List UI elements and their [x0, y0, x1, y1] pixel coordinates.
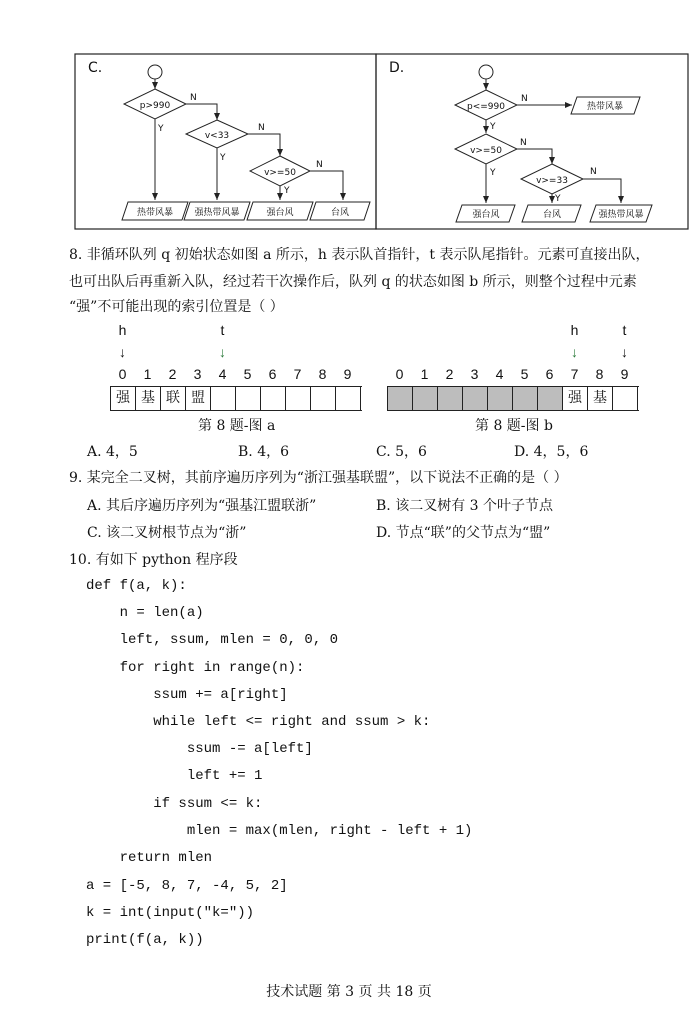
index-label: 7 — [570, 366, 579, 382]
q8-line-1: 8. 非循环队列 q 初始状态如图 a 所示，h 表示队首指针，t 表示队尾指针。元素可直接出队， — [69, 247, 650, 263]
queue-cell-shaded — [438, 387, 463, 410]
q8-option-a: A. 4，5 — [87, 444, 138, 460]
index-label: 4 — [218, 366, 227, 382]
head-pointer-label: h — [118, 322, 127, 338]
q9-option-c: C. 该二叉树根节点为“浙” — [87, 525, 247, 541]
code-line: left += 1 — [86, 768, 263, 784]
code-line: ssum += a[right] — [86, 687, 288, 703]
svg-text:Y: Y — [284, 186, 290, 196]
index-label: 1 — [143, 366, 152, 382]
index-label: 8 — [595, 366, 604, 382]
queue-cell — [236, 387, 261, 410]
flow-d-label: D. — [389, 60, 405, 76]
tail-pointer-label: t — [622, 322, 627, 338]
flowchart-c — [88, 60, 370, 220]
code-line: return mlen — [86, 850, 213, 866]
queue-cell: 联 — [161, 387, 186, 410]
index-label: 0 — [395, 366, 404, 382]
queue-cell: 基 — [588, 387, 613, 410]
code-line: print(f(a, k)) — [86, 932, 204, 948]
index-label: 1 — [420, 366, 429, 382]
svg-text:台风: 台风 — [330, 208, 350, 218]
svg-text:强台风: 强台风 — [266, 208, 294, 218]
queue-cell-shaded — [463, 387, 488, 410]
index-label: 3 — [470, 366, 479, 382]
q8-line-2: 也可出队后再重新入队，经过若干次操作后，队列 q 的状态如图 b 所示，则整个过程中元素 — [69, 274, 637, 290]
svg-text:N: N — [521, 94, 528, 104]
svg-text:Y: Y — [490, 122, 496, 132]
code-line: n = len(a) — [86, 605, 204, 621]
head-arrow-icon: ↓ — [571, 344, 578, 360]
flowchart-panel — [0, 0, 698, 240]
q8-option-b: B. 4，6 — [238, 444, 290, 460]
flowchart-d — [389, 60, 652, 222]
tail-arrow-icon: ↓ — [219, 344, 226, 360]
svg-text:强热带风暴: 强热带风暴 — [598, 210, 644, 220]
queue-cell: 盟 — [186, 387, 211, 410]
svg-text:强台风: 强台风 — [472, 210, 500, 220]
svg-text:v>=33: v>=33 — [536, 176, 568, 186]
svg-text:p>990: p>990 — [139, 101, 171, 111]
queue-cells — [387, 386, 639, 411]
svg-text:N: N — [520, 138, 527, 148]
svg-text:台风: 台风 — [542, 210, 562, 220]
queue-cell — [261, 387, 286, 410]
head-pointer-label: h — [570, 322, 579, 338]
index-label: 0 — [118, 366, 127, 382]
code-line: if ssum <= k: — [86, 796, 263, 812]
code-line: a = [-5, 8, 7, -4, 5, 2] — [86, 878, 288, 894]
queue-cell — [311, 387, 336, 410]
code-line: ssum -= a[left] — [86, 741, 313, 757]
queue-cell: 基 — [136, 387, 161, 410]
index-label: 2 — [168, 366, 177, 382]
svg-text:热带风暴: 热带风暴 — [586, 102, 624, 112]
queue-cell-shaded — [538, 387, 563, 410]
index-label: 4 — [495, 366, 504, 382]
code-line: for right in range(n): — [86, 660, 305, 676]
index-label: 7 — [293, 366, 302, 382]
index-label: 8 — [318, 366, 327, 382]
svg-text:N: N — [190, 93, 197, 103]
q9-stem: 9. 某完全二叉树，其前序遍历序列为“浙江强基联盟”，以下说法不正确的是（ ） — [69, 470, 568, 486]
queue-cell-shaded — [413, 387, 438, 410]
flow-c-label: C. — [88, 60, 103, 76]
index-label: 5 — [520, 366, 529, 382]
svg-text:Y: Y — [220, 153, 226, 163]
index-label: 5 — [243, 366, 252, 382]
svg-text:强热带风暴: 强热带风暴 — [194, 208, 240, 218]
code-line: left, ssum, mlen = 0, 0, 0 — [86, 632, 339, 648]
index-label: 6 — [268, 366, 277, 382]
queue-cell — [613, 387, 638, 410]
index-label: 2 — [445, 366, 454, 382]
tail-pointer-label: t — [220, 322, 225, 338]
code-line: while left <= right and ssum > k: — [86, 714, 431, 730]
svg-text:p<=990: p<=990 — [467, 102, 505, 112]
page-footer: 技术试题 第 3 页 共 18 页 — [266, 984, 432, 1000]
queue-cell — [211, 387, 236, 410]
code-line: def f(a, k): — [86, 578, 187, 594]
queue-cell-shaded — [488, 387, 513, 410]
figure-b-caption: 第 8 题-图 b — [475, 418, 553, 434]
queue-cells — [110, 386, 362, 411]
queue-cell — [286, 387, 311, 410]
code-line: k = int(input("k=")) — [86, 905, 255, 921]
index-label: 6 — [545, 366, 554, 382]
svg-text:N: N — [590, 167, 597, 177]
svg-text:N: N — [316, 160, 323, 170]
svg-text:N: N — [258, 123, 265, 133]
index-label: 3 — [193, 366, 202, 382]
q10-stem: 10. 有如下 python 程序段 — [69, 552, 238, 568]
queue-cell-shaded — [388, 387, 413, 410]
queue-figure-b — [387, 322, 642, 442]
svg-text:Y: Y — [555, 194, 561, 204]
queue-cell — [336, 387, 361, 410]
queue-cell: 强 — [563, 387, 588, 410]
queue-figure-a — [110, 322, 365, 442]
svg-text:热带风暴: 热带风暴 — [136, 208, 174, 218]
start-node — [148, 65, 162, 79]
q8-option-d: D. 4，5，6 — [514, 444, 589, 460]
queue-cell-shaded — [513, 387, 538, 410]
start-node — [479, 65, 493, 79]
head-arrow-icon: ↓ — [119, 344, 126, 360]
q8-line-3: “强”不可能出现的索引位置是（ ） — [69, 299, 284, 315]
svg-text:v>=50: v>=50 — [470, 146, 502, 156]
figure-a-caption: 第 8 题-图 a — [198, 418, 276, 434]
svg-text:Y: Y — [158, 124, 164, 134]
q9-option-b: B. 该二叉树有 3 个叶子节点 — [376, 498, 553, 514]
svg-text:Y: Y — [490, 168, 496, 178]
svg-text:v>=50: v>=50 — [264, 168, 296, 178]
index-label: 9 — [620, 366, 629, 382]
svg-text:v<33: v<33 — [204, 131, 230, 141]
tail-arrow-icon: ↓ — [621, 344, 628, 360]
code-line: mlen = max(mlen, right - left + 1) — [86, 823, 473, 839]
q9-option-a: A. 其后序遍历序列为“强基江盟联浙” — [87, 498, 317, 514]
q9-option-d: D. 节点“联”的父节点为“盟” — [376, 525, 551, 541]
index-label: 9 — [343, 366, 352, 382]
q8-option-c: C. 5，6 — [376, 444, 427, 460]
queue-cell: 强 — [111, 387, 136, 410]
